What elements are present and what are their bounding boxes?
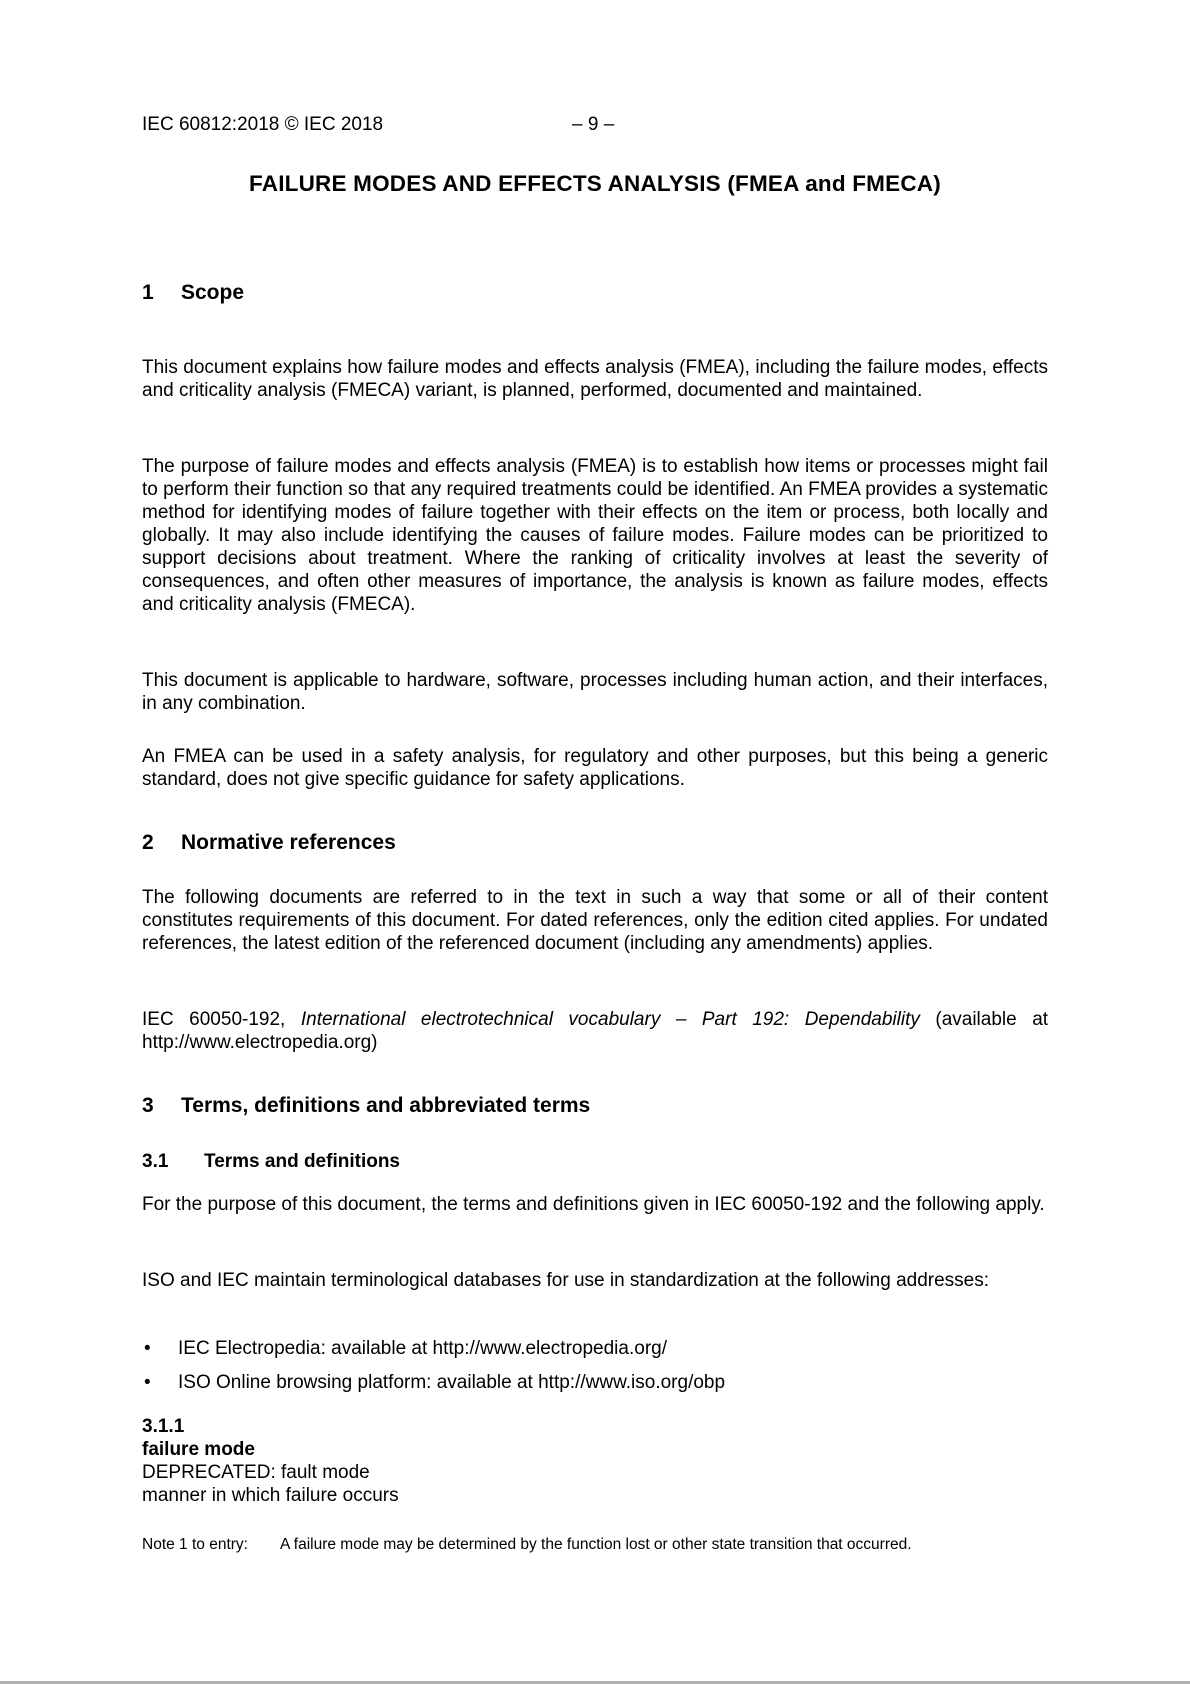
reference-title: International electrotechnical vocabulary – Part 192: Dependability — [300, 1009, 920, 1030]
term-note — [142, 1536, 912, 1554]
bullet-text: IEC Electropedia: available at http://www.electropedia.org/ — [178, 1338, 667, 1359]
terms-paragraph-2: ISO and IEC maintain terminological databases for use in standardization at the following addresses: — [142, 1270, 990, 1291]
document-title: FAILURE MODES AND EFFECTS ANALYSIS (FMEA and FMECA) — [249, 171, 941, 196]
header-standard-id: IEC 60812:2018 © IEC 2018 — [142, 114, 384, 135]
section-3-heading — [142, 1094, 590, 1118]
note-text: A failure mode may be determined by the function lost or other state transition that occurred. — [280, 1536, 912, 1553]
list-item — [142, 1371, 725, 1394]
term-deprecated: DEPRECATED: fault mode — [142, 1462, 370, 1483]
section-title: Normative references — [181, 831, 396, 854]
subsection-3-1-heading — [142, 1151, 400, 1173]
term-name: failure mode — [142, 1439, 255, 1460]
bullet-text: ISO Online browsing platform: available at http://www.iso.org/obp — [178, 1372, 726, 1393]
scope-paragraph-4: An FMEA can be used in a safety analysis, for regulatory and other purposes, but this being a generic standard, does not give specific guidance for safety applications. — [142, 746, 1048, 790]
section-title: Terms, definitions and abbreviated terms — [181, 1094, 591, 1117]
scope-paragraph-1: This document explains how failure modes and effects analysis (FMEA), including the failure modes, effects and criticality analysis (FMECA) variant, is planned, performed, documented and maintained. — [142, 357, 1048, 401]
reference-id: IEC 60050-192, — [142, 1009, 286, 1030]
terms-paragraph-1: For the purpose of this document, the terms and definitions given in IEC 60050-192 and the following apply. — [142, 1194, 1045, 1215]
header-page-number: – 9 – — [572, 114, 615, 135]
term-entry — [142, 1415, 399, 1507]
section-number: 3 — [142, 1094, 154, 1117]
normative-reference — [142, 1008, 1048, 1054]
subsection-title: Terms and definitions — [204, 1151, 401, 1172]
section-2-heading — [142, 831, 396, 855]
term-number: 3.1.1 — [142, 1416, 185, 1437]
reference-availability: (available at http://www.electropedia.org) — [142, 1009, 1049, 1053]
bullet-icon: • — [144, 1372, 151, 1393]
term-definition: manner in which failure occurs — [142, 1485, 399, 1506]
subsection-number: 3.1 — [142, 1151, 169, 1172]
scope-paragraph-3: This document is applicable to hardware, software, processes including human action, and their interfaces, in any combination. — [142, 670, 1048, 714]
list-item — [142, 1337, 667, 1360]
section-1-heading — [142, 281, 244, 305]
section-number: 1 — [142, 281, 154, 304]
normative-paragraph: The following documents are referred to in the text in such a way that some or all of their content constitutes requirements of this document. For dated references, only the edition cited applies. For undated references, the latest edition of the referenced document (including any amendments) applies. — [142, 887, 1048, 954]
section-number: 2 — [142, 831, 154, 854]
scope-paragraph-2: The purpose of failure modes and effects analysis (FMEA) is to establish how items or processes might fail to perform their function so that any required treatments could be identified. An FMEA provides a systematic method for identifying modes of failure together with their effects on the item or process, both locally and globally. It may also include identifying the causes of failure modes. Failure modes can be prioritized to support decisions about treatment. Where the ranking of criticality involves at least the severity of consequences, and often other measures of importance, the analysis is known as failure modes, effects and criticality analysis (FMECA). — [142, 456, 1048, 615]
note-label: Note 1 to entry: — [142, 1536, 248, 1553]
section-title: Scope — [181, 281, 245, 304]
bullet-icon: • — [144, 1338, 151, 1359]
